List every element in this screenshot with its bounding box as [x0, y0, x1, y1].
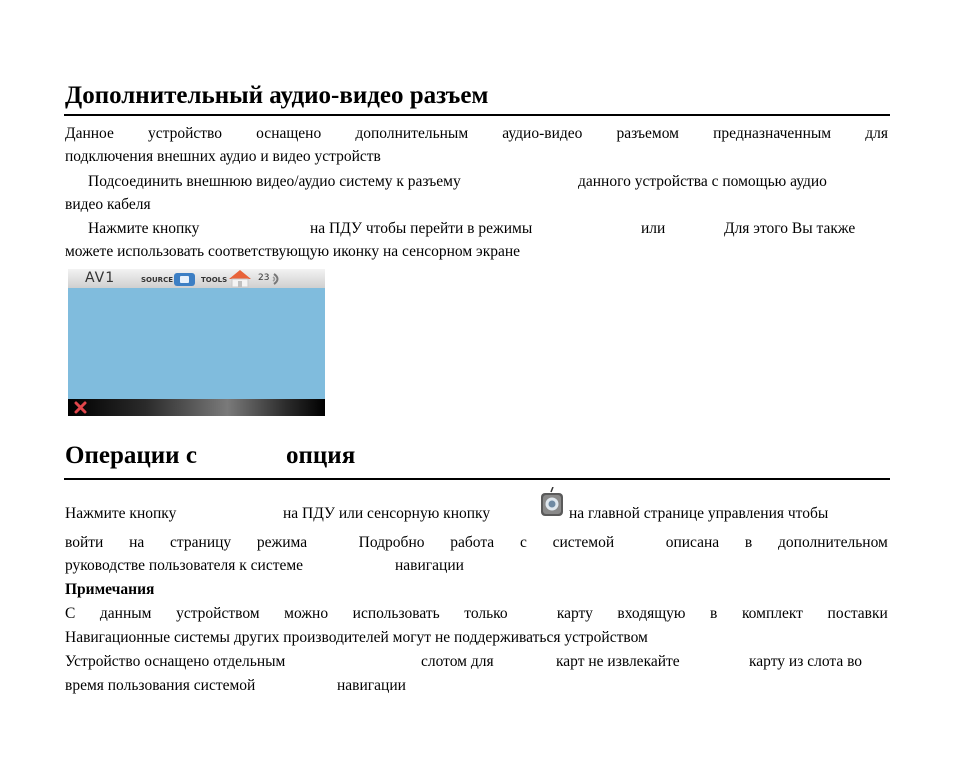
- s2-paragraph1-line3a: руководстве пользователя к системе: [65, 557, 304, 574]
- word: карту: [556, 605, 593, 622]
- note2-line2a: время пользования системой: [65, 677, 256, 694]
- title-underline: [64, 478, 890, 480]
- word: аудио-видео: [502, 125, 583, 142]
- word: на: [129, 534, 145, 551]
- note2-line1c: карт не извлекайте: [556, 653, 680, 670]
- note2-line1a: Устройство оснащено отдельным: [65, 653, 286, 670]
- word: поставки: [827, 605, 888, 622]
- word: только: [464, 605, 508, 622]
- word: можно: [284, 605, 329, 622]
- av-bottom-bar: [68, 399, 325, 416]
- volume-number: 23: [258, 273, 270, 283]
- word: в: [710, 605, 718, 622]
- word: устройством: [176, 605, 260, 622]
- word: входящую: [617, 605, 686, 622]
- word: Данное: [65, 125, 114, 142]
- s1-paragraph3-line2: можете использовать соответствующую иконку на сенсорном экране: [65, 243, 521, 260]
- word: описана: [665, 534, 720, 551]
- word: работа: [450, 534, 495, 551]
- av-top-bar: [68, 269, 325, 288]
- s1-paragraph1-line1: [65, 124, 888, 144]
- word: в: [744, 534, 753, 551]
- note1-line1: [65, 604, 888, 624]
- s1-paragraph3-line1c: или: [641, 220, 666, 237]
- s2-paragraph1-line1c: на главной странице управления чтобы: [569, 505, 829, 522]
- word: режима: [256, 534, 308, 551]
- word: с: [519, 534, 527, 551]
- av-mode-label: AV1: [85, 270, 116, 286]
- s2-paragraph1-line3b: навигации: [395, 557, 464, 574]
- word: данным: [99, 605, 152, 622]
- section-title-av-input: Дополнительный аудио-видео разъем: [65, 82, 489, 109]
- word: комплект: [741, 605, 803, 622]
- home-icon: [228, 269, 252, 288]
- word: устройство: [148, 125, 223, 142]
- note2-line2b: навигации: [337, 677, 406, 694]
- av-video-area: [68, 288, 325, 399]
- s1-paragraph1-line2: подключения внешних аудио и видео устройств: [65, 148, 381, 165]
- close-icon[interactable]: [74, 401, 87, 414]
- word: системой: [552, 534, 615, 551]
- s2-paragraph1-line1b: на ПДУ или сенсорную кнопку: [283, 505, 491, 522]
- source-label: SOURCE: [141, 276, 173, 284]
- tools-label: TOOLS: [201, 276, 228, 284]
- word: оснащено: [256, 125, 322, 142]
- s2-paragraph1-line2: [65, 533, 888, 553]
- av-mode-screenshot: [68, 269, 325, 416]
- s1-paragraph3-line1a: Нажмите кнопку: [88, 220, 200, 237]
- word: дополнительным: [355, 125, 469, 142]
- word: предназначенным: [713, 125, 832, 142]
- s1-paragraph3-line1b: на ПДУ чтобы перейти в режимы: [310, 220, 533, 237]
- note2-line1b: слотом для: [421, 653, 494, 670]
- s1-paragraph2-line2: видео кабеля: [65, 196, 151, 213]
- word: войти: [65, 534, 104, 551]
- s2-paragraph1-line1a: Нажмите кнопку: [65, 505, 177, 522]
- word: Подробно: [358, 534, 425, 551]
- note2-line1d: карту из слота во: [749, 653, 863, 670]
- navigation-app-icon: [540, 487, 564, 517]
- word: дополнительном: [778, 534, 888, 551]
- note1-line2: Навигационные системы других производителей могут не поддерживаться устройством: [65, 629, 648, 646]
- word: страницу: [170, 534, 232, 551]
- volume-icon: [272, 272, 282, 286]
- notes-heading: Примечания: [65, 581, 155, 598]
- word: С: [65, 605, 76, 622]
- section-title-operations-a: Операции с: [65, 442, 197, 469]
- s1-paragraph2-line1a: Подсоединить внешнюю видео/аудио систему к разъему: [88, 173, 461, 190]
- title-underline: [64, 114, 890, 116]
- word: для: [865, 125, 888, 142]
- section-title-operations-b: опция: [286, 442, 356, 469]
- source-icon: [173, 271, 196, 287]
- s1-paragraph3-line1d: Для этого Вы также: [724, 220, 856, 237]
- word: разъемом: [616, 125, 679, 142]
- word: использовать: [352, 605, 440, 622]
- s1-paragraph2-line1b: данного устройства с помощью аудио: [578, 173, 827, 190]
